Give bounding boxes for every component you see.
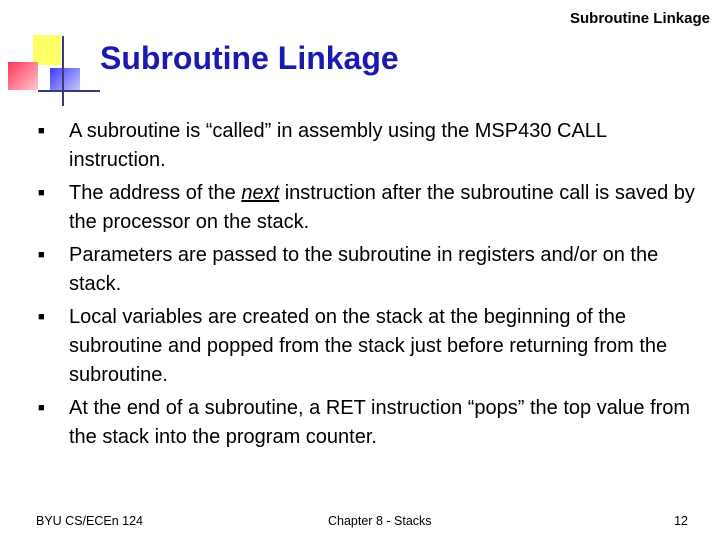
bullet-item: [38, 179, 708, 237]
bullet-square-icon: ■: [38, 402, 45, 414]
logo-horizontal-line: [38, 90, 100, 92]
bullet-item: [38, 394, 708, 452]
footer-page-number: 12: [674, 514, 688, 528]
logo-yellow-square: [33, 35, 61, 65]
bullet-text: A subroutine is “called” in assembly using the MSP430 CALL instruction.: [69, 120, 607, 171]
bullet-item: [38, 117, 708, 175]
bullet-square-icon: ■: [38, 311, 45, 323]
slide-title: Subroutine Linkage: [100, 40, 399, 76]
footer-course: BYU CS/ECEn 124: [36, 514, 143, 528]
bullet-emphasis: next: [241, 182, 280, 204]
header-title: Subroutine Linkage: [569, 10, 710, 27]
bullet-list: [38, 117, 708, 456]
bullet-square-icon: ■: [38, 125, 45, 137]
bullet-item: [38, 241, 708, 299]
bullet-square-icon: ■: [38, 249, 45, 261]
logo-red-square: [8, 62, 38, 90]
bullet-item: [38, 303, 708, 390]
bullet-text: At the end of a subroutine, a RET instruction “pops” the top value from the stack into the program counter.: [69, 397, 691, 448]
bullet-text: Local variables are created on the stack at the beginning of the subroutine and popped from the stack just before returning from the subroutine.: [69, 306, 668, 386]
footer-chapter: Chapter 8 - Stacks: [328, 514, 432, 528]
logo-blue-square: [50, 68, 80, 90]
bullet-text-after: instruction after the subroutine call is saved by the processor on the stack.: [69, 182, 695, 233]
bullet-text-before: The address of the: [69, 182, 242, 204]
bullet-text: Parameters are passed to the subroutine in registers and/or on the stack.: [69, 244, 659, 295]
decorative-logo: [0, 0, 100, 110]
logo-vertical-line: [62, 36, 64, 106]
bullet-square-icon: ■: [38, 187, 45, 199]
